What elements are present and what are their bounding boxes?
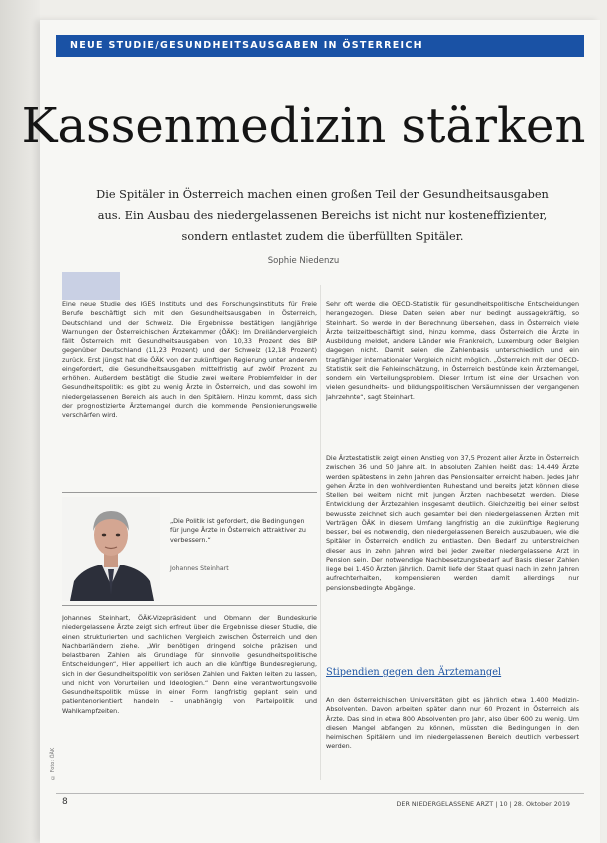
body-text-col1-bottom: Johannes Steinhart, ÖÄK-Vizepräsident und Obmann der Bundeskurie niedergelassene Ärzte zeigt sich erfreut über die Ergebnisse dieser Studie, die einen strukturierten und sachlichen Vergleich zwischen Österreich und den Nachbarländern ziehe. „Wir benötigen dringend solche präzisen und belastbaren Zahlen als Grundlage für sinnvolle gesundheitspolitische Entscheidungen“, Hier appelliert ich auch an die künftige Bundesregierung, sich in der Gesundheitspolitik von seriösen Zahlen und Fakten leiten zu lassen, und nicht von Vorurteilen und Ideologien.“ Denn eine verantwortungsvolle Gesundheitspolitik müsse in einer Form langfristig geplant sein und patientenorientiert handeln – unabhängig von Parteipolitik und Wahlkampfzeiten.	[62, 614, 317, 715]
drop-cap-block	[62, 272, 120, 300]
portrait-photo	[62, 497, 160, 601]
footer-publication-info: DER NIEDERGELASSENE ARZT | 10 | 28. Oktober 2019	[396, 800, 570, 808]
body-text-col1-top: Eine neue Studie des IGES Instituts und des Forschungsinstituts für Freie Berufe beschäftigt sich mit den Gesundheitsausgaben in Österreich, Deutschland und der Schweiz. Die Ergebnisse bestätigen langjährige Warnungen der Österreichischen Ärztekammer (ÖÄK): Im Dreiländervergleich fällt Österreich mit Gesundheitsausgaben von 10,33 Prozent des BIP gegenüber Deutschland (11,23 Prozent) und der Schweiz (12,18 Prozent) zurück. Erst jüngst hat die ÖÄK von der zukünftigen Regierung unter anderem eingefordert, die Gesundheitsausgaben mittelfristig auf zwölf Prozent zu erhöhen. Außerdem bestätigt die Studie zwei weitere Problemfelder in der Gesundheitspolitik: es gibt zu wenig Ärzte in Österreich, und das sowohl im niedergelassenen Bereich als auch in den Spitälern. Hinzu kommt, dass sich der prognostizierte Ärztemangel durch die kommende Pensionierungswelle verschärfen wird.	[62, 300, 317, 419]
article-lead: Die Spitäler in Österreich machen einen großen Teil der Gesundheitsausgaben aus. Ein Ausbau des niedergelassenen Bereichs ist nicht nur kosteneffizienter, sondern entlastet zudem die überfüllten Spitäler.	[96, 188, 549, 243]
body-text-col2-middle: Die Ärztestatistik zeigt einen Anstieg von 37,5 Prozent aller Ärzte in Österreich zwischen 36 und 50 Jahre alt. In absoluten Zahlen heißt das: 14.449 Ärzte werden spätestens in zehn Jahren das Pensionsalter erreicht haben. Jedes Jahr gehen Ärzte in den wohlverdienten Ruhestand und bereits jetzt können diese Stellen bei weitem nicht mit jungen Ärzten nachbesetzt werden. Diese Entwicklung der Ärztezahlen insgesamt deutlich. Gleichzeitig bei einer selbst bewusste zeichnet sich auch gesamter bei den niedergelassenen Ärzten mit Verträgen ÖÄK in diesem Umfang langfristig an die zukünftige Regierung besser, bei es notwendig, den niedergelassenen Bereich auszubauen, wie die Spitäler in Österreich endlich zu entlasten. Den Bedarf zu unterstreichen dieser aus in zehn Jahren wird bei jeder zweiter niedergelassene Arzt in Pension sein. Der notwendige Nachbesetzungsbedarf auf Basis dieser Zahlen liege bei 1.450 Ärzten jährlich. Damit liefe der Staat quasi nach in zehn Jahren aufrechterhalten, kompensieren werden damit allerdings nur pensionsbedingte Abgänge.	[326, 454, 579, 592]
section-banner: NEUE STUDIE/GESUNDHEITSAUSGABEN IN ÖSTERREICH	[56, 35, 584, 57]
body-text-col2-top: Sehr oft werde die OECD-Statistik für gesundheitspolitische Entscheidungen herangezogen. Diese Daten seien aber nur bedingt aussagekräftig, so Steinhart. So werde in der Berechnung übersehen, dass in Österreich viele Ärzte teilzeitbeschäftigt sind, hinzu komme, dass Österreich die Ärzte in Ausbildung meldet, andere Länder wie Frankreich, Luxemburg oder Belgien dagegen nicht. Damit seien die Zahlenbasis unterschiedlich und ein tragfähiger internationaler Vergleich nicht möglich. „Österreich mit der OECD-Statistik seit die Fehleinschätzung, in Österreich bestünde kein Ärztemangel, sondern ein Verteilungsproblem. Dieser Irrtum ist eine der Ursachen von vielen gesundheits- und bildungspolitischen Versäumnissen der vergangenen Jahrzehnte“, sagt Steinhart.	[326, 300, 579, 401]
author-byline: Sophie Niedenzu	[267, 256, 340, 266]
pull-quote-author: Johannes Steinhart	[170, 565, 229, 572]
article-headline: Kassenmedizin stärken	[21, 98, 586, 154]
body-text-col2-bottom: An den österreichischen Universitäten gibt es jährlich etwa 1.400 Medizin-Absolventen. Davon arbeiten später dann nur 60 Prozent in Österreich als Ärzte. Das sind in etwa 800 Absolventen pro Jahr, also über 600 zu wenig. Um diesen Mangel abfangen zu können, müssten die Bedingungen in den heimischen Spitälern und im niedergelassenen Bereich deutlich verbessert werden.	[326, 696, 579, 751]
page-number: 8	[62, 797, 68, 807]
column-divider	[320, 285, 321, 780]
footer-rule	[56, 793, 584, 794]
portrait-quote-box	[62, 492, 317, 606]
pull-quote: „Die Politik ist gefordert, die Bedingungen für junge Ärzte in Österreich attraktiver zu verbessern.“	[170, 517, 306, 544]
photo-credit: © Foto: ÖÄK	[50, 747, 56, 780]
section-subheading: Stipendien gegen den Ärztemangel	[326, 667, 502, 678]
portrait-illustration	[62, 497, 160, 601]
